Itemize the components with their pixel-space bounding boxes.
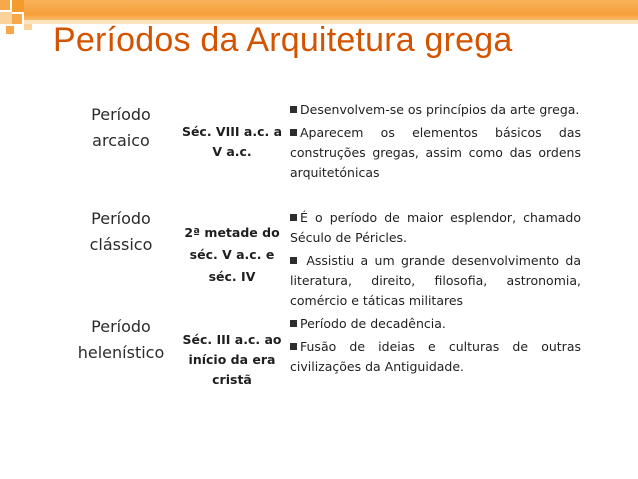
list-item: Desenvolvem-se os princípios da arte grega. [290,100,581,120]
period-name: Período arcaico [91,105,151,150]
period-century: Séc. VIII a.c. a V a.c. [181,124,283,159]
bullet-icon [290,129,297,136]
page-title: Períodos da Arquitetura grega [53,21,513,59]
list-item: Fusão de ideias e culturas de outras civilizações da Antiguidade. [290,339,581,374]
bullet-icon [290,214,297,221]
list-item: Aparecem os elementos básicos das construções gregas, assim como das ordens arquitetónicas [290,125,581,180]
list-item: É o período de maior esplendor, chamado Século de Péricles. [290,210,581,245]
period-name: Período clássico [89,209,153,254]
list-item: Assistiu a um grande desenvolvimento da literatura, direito, filosofia, astronomia, comércio e táticas militares [290,253,581,308]
period-description [290,314,581,380]
bullet-icon [290,257,297,264]
period-description [290,100,581,186]
bullet-icon [290,343,297,350]
period-description [290,208,581,314]
bullet-icon [290,320,297,327]
period-name: Período helenístico [77,317,165,362]
bullet-icon [290,106,297,113]
list-item: Período de decadência. [290,314,581,334]
period-century: 2ª metade do séc. V a.c. e séc. IV [184,225,280,284]
period-century: Séc. III a.c. ao início da era cristã [182,332,282,387]
